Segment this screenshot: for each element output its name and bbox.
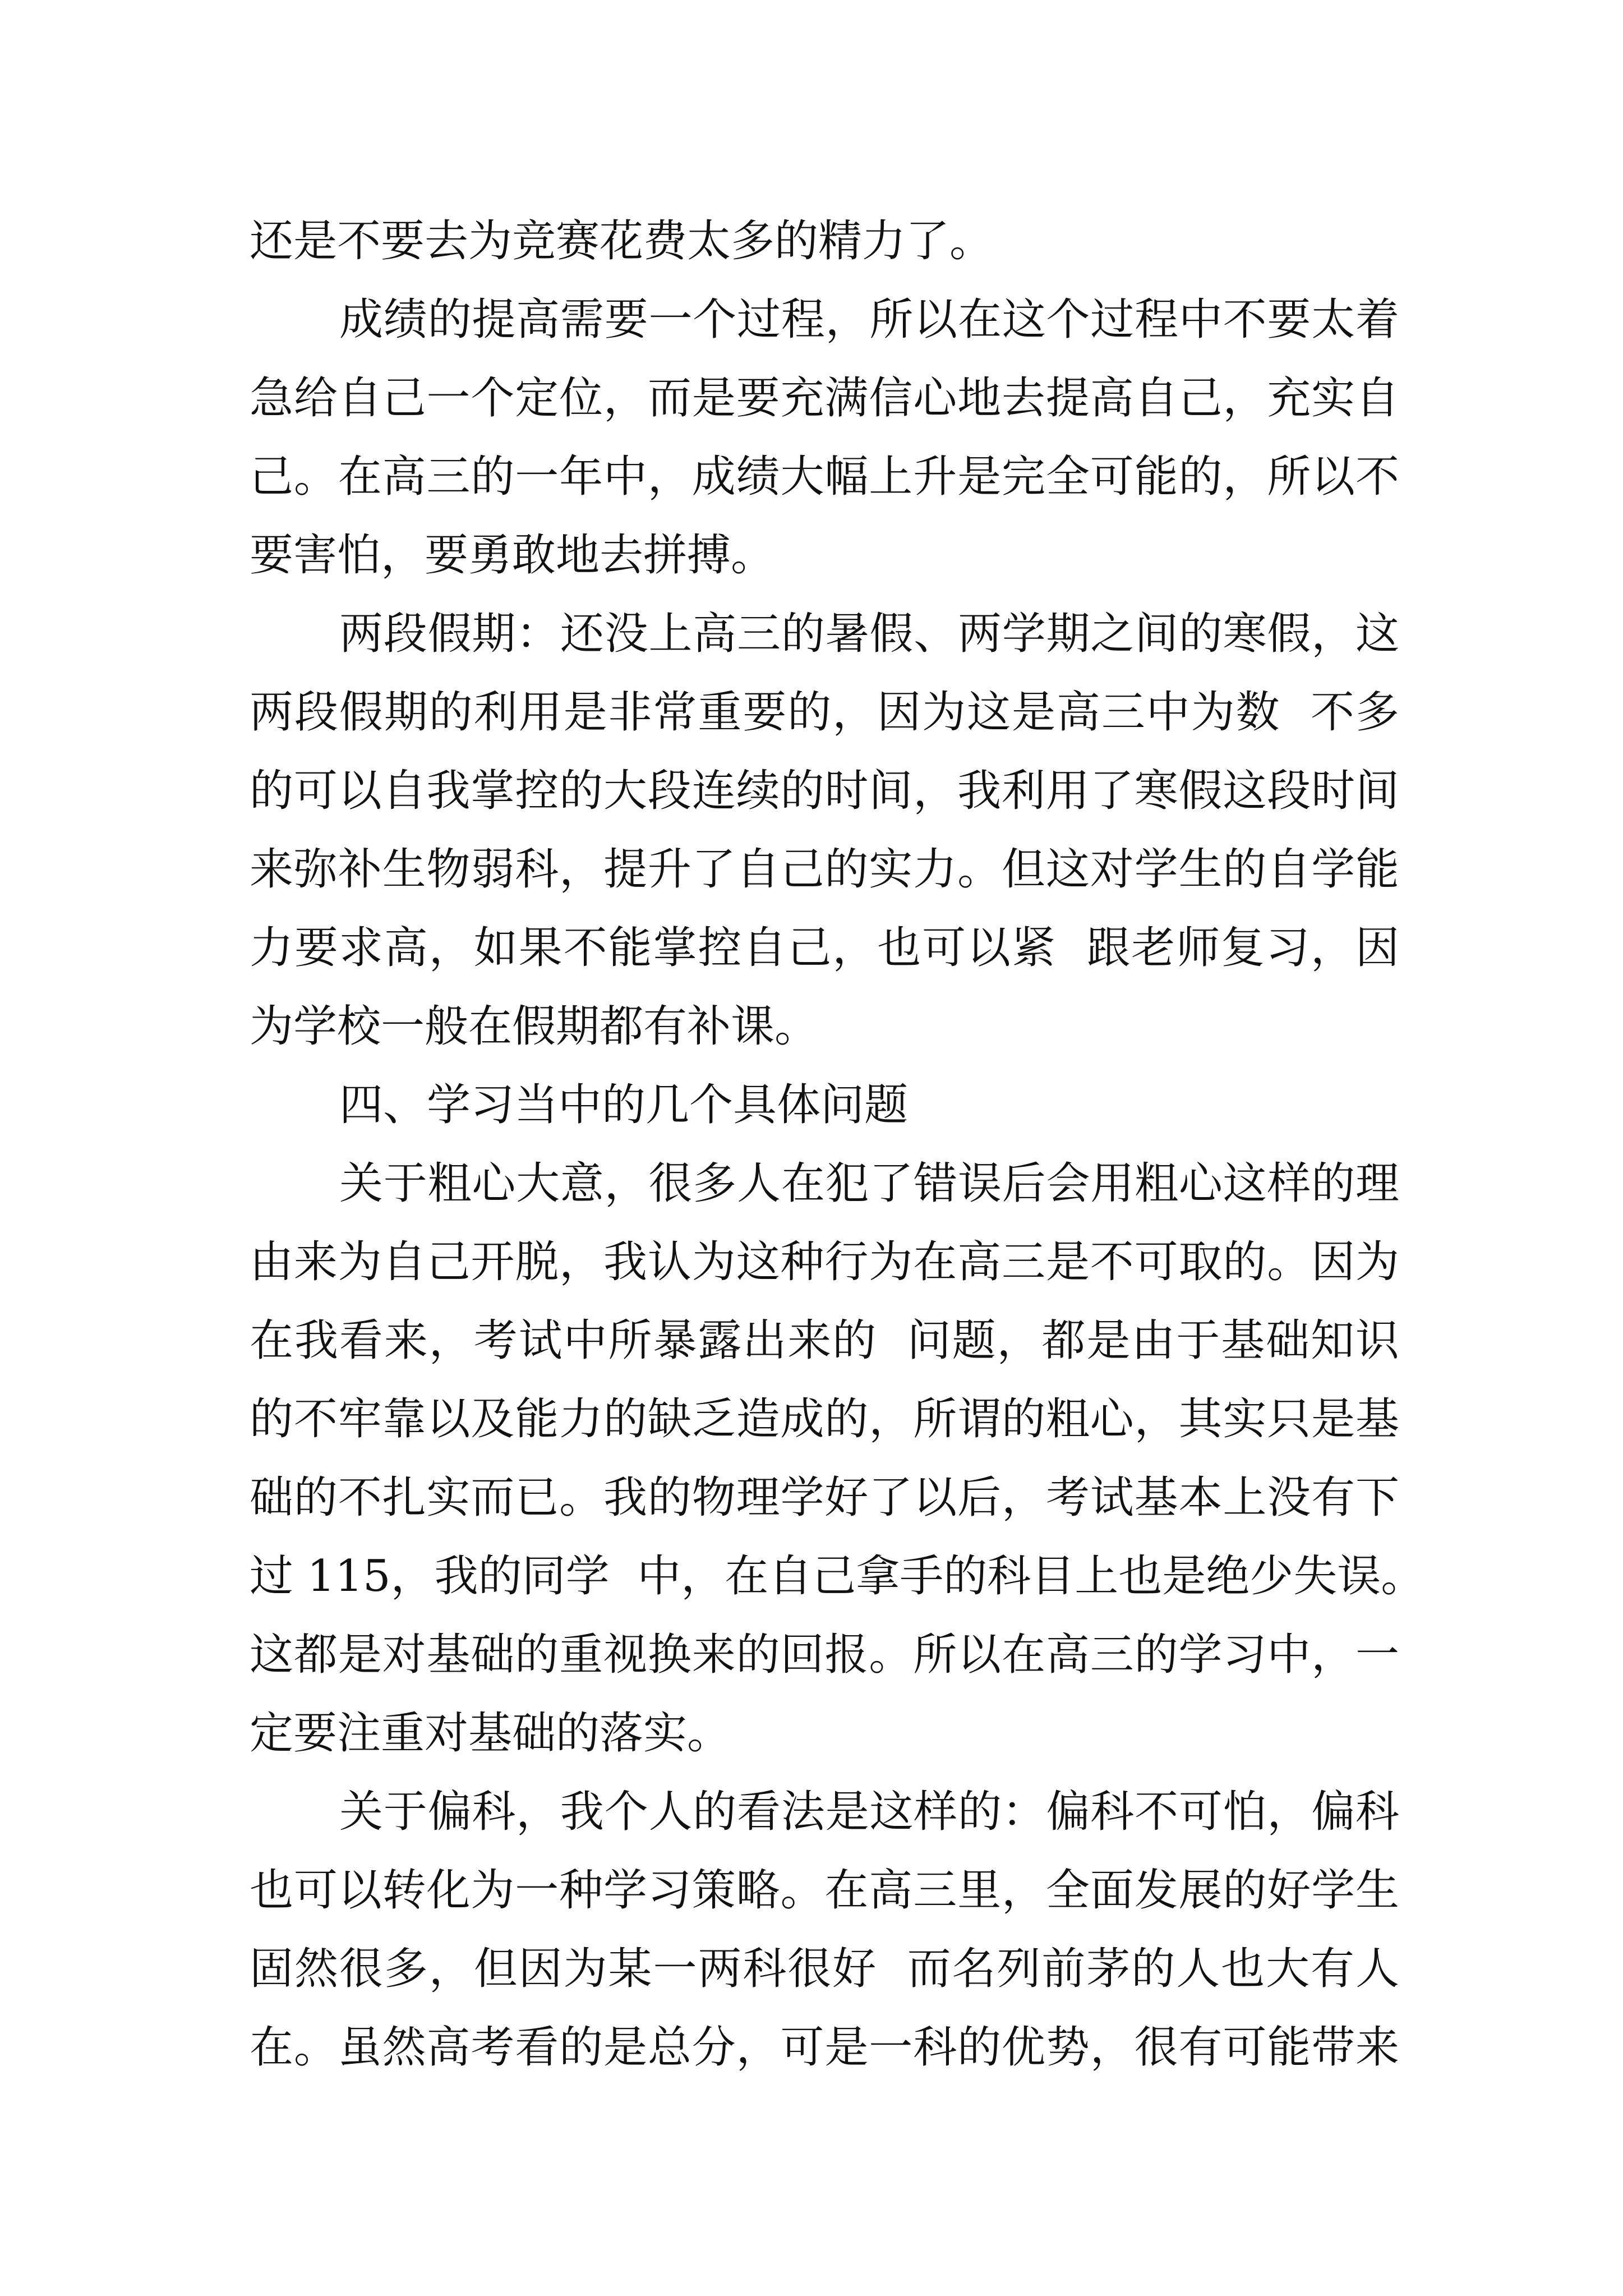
text-line: 来弥补生物弱科，提升了自己的实力。但这对学生的自学能 bbox=[250, 844, 1399, 895]
text-line: 急给自己一个定位，而是要充满信心地去提高自己，充实自 bbox=[250, 373, 1399, 424]
text-line: 固然很多，但因为某一两科很好 而名列前茅的人也大有人 bbox=[250, 1944, 1399, 1994]
section-heading: 四、学习当中的几个具体问题 bbox=[339, 1080, 909, 1130]
text-line: 在我看来，考试中所暴露出来的 问题，都是由于基础知识 bbox=[250, 1315, 1399, 1366]
text-line: 定要注重对基础的落实。 bbox=[250, 1708, 731, 1759]
text-line: 过 115，我的同学 中，在自己拿手的科目上也是绝少失误。 bbox=[250, 1551, 1425, 1602]
text-line: 也可以转化为一种学习策略。在高三里，全面发展的好学生 bbox=[250, 1865, 1399, 1916]
text-line: 己。在高三的一年中，成绩大幅上升是完全可能的，所以不 bbox=[250, 452, 1399, 502]
text-line: 两段假期：还没上高三的暑假、两学期之间的寒假，这 bbox=[339, 609, 1399, 659]
text-line: 成绩的提高需要一个过程，所以在这个过程中不要太着 bbox=[339, 295, 1399, 345]
text-line: 的可以自我掌控的大段连续的时间，我利用了寒假这段时间 bbox=[250, 766, 1399, 816]
text-line: 的不牢靠以及能力的缺乏造成的，所谓的粗心，其实只是基 bbox=[250, 1394, 1399, 1444]
text-line: 为学校一般在假期都有补课。 bbox=[250, 1001, 819, 1052]
text-line: 由来为自己开脱，我认为这种行为在高三是不可取的。因为 bbox=[250, 1237, 1399, 1287]
text-line: 础的不扎实而已。我的物理学好了以后，考试基本上没有下 bbox=[250, 1473, 1399, 1523]
text-line: 这都是对基础的重视换来的回报。所以在高三的学习中，一 bbox=[250, 1630, 1399, 1680]
text-line: 力要求高，如果不能掌控自己，也可以紧 跟老师复习，因 bbox=[250, 923, 1399, 973]
text-line: 还是不要去为竞赛花费太多的精力了。 bbox=[250, 216, 994, 266]
text-line: 在。虽然高考看的是总分，可是一科的优势，很有可能带来 bbox=[250, 2022, 1399, 2073]
text-line: 关于粗心大意，很多人在犯了错误后会用粗心这样的理 bbox=[339, 1158, 1399, 1209]
text-line: 关于偏科，我个人的看法是这样的：偏科不可怕，偏科 bbox=[339, 1787, 1399, 1837]
text-line: 要害怕，要勇敢地去拼搏。 bbox=[250, 530, 775, 581]
text-line: 两段假期的利用是非常重要的，因为这是高三中为数 不多 bbox=[250, 687, 1399, 738]
